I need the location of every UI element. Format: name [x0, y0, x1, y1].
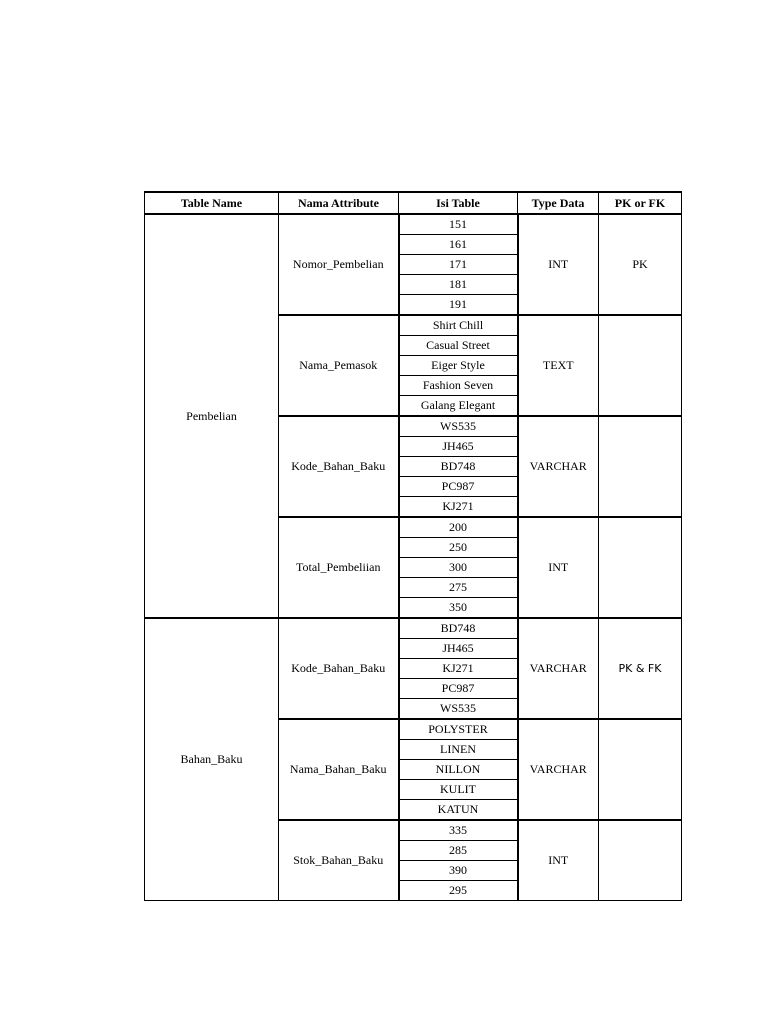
type-data-cell: INT [518, 214, 599, 315]
header-isi-table: Isi Table [399, 192, 518, 214]
value-cell: Casual Street [399, 336, 518, 356]
value-cell: PC987 [399, 477, 518, 497]
value-cell: 191 [399, 295, 518, 316]
table-name-cell: Bahan_Baku [145, 618, 279, 901]
value-cell: KJ271 [399, 497, 518, 518]
value-cell: 300 [399, 558, 518, 578]
type-data-cell: INT [518, 517, 599, 618]
value-cell: 275 [399, 578, 518, 598]
value-cell: POLYSTER [399, 719, 518, 740]
value-cell: JH465 [399, 437, 518, 457]
pk-fk-cell: PK & FK [599, 618, 682, 719]
value-cell: Eiger Style [399, 356, 518, 376]
pk-fk-cell [599, 416, 682, 517]
value-cell: 171 [399, 255, 518, 275]
value-cell: Galang Elegant [399, 396, 518, 417]
type-data-cell: INT [518, 820, 599, 901]
header-type-data: Type Data [518, 192, 599, 214]
value-cell: KJ271 [399, 659, 518, 679]
header-table-name: Table Name [145, 192, 279, 214]
table-body [145, 214, 682, 901]
type-data-cell: VARCHAR [518, 719, 599, 820]
value-cell: KATUN [399, 800, 518, 821]
header-nama-attribute: Nama Attribute [279, 192, 399, 214]
pk-fk-cell [599, 315, 682, 416]
value-cell: 285 [399, 841, 518, 861]
table-header-row [145, 192, 682, 214]
type-data-cell: VARCHAR [518, 416, 599, 517]
header-pk-or-fk: PK or FK [599, 192, 682, 214]
attribute-name-cell: Stok_Bahan_Baku [279, 820, 399, 901]
pk-fk-cell [599, 719, 682, 820]
attribute-name-cell: Total_Pembeliian [279, 517, 399, 618]
value-cell: Shirt Chill [399, 315, 518, 336]
table-row [145, 618, 682, 639]
value-cell: PC987 [399, 679, 518, 699]
pk-fk-cell: PK [599, 214, 682, 315]
value-cell: NILLON [399, 760, 518, 780]
value-cell: BD748 [399, 618, 518, 639]
value-cell: 181 [399, 275, 518, 295]
value-cell: 335 [399, 820, 518, 841]
value-cell: 350 [399, 598, 518, 619]
value-cell: KULIT [399, 780, 518, 800]
value-cell: 200 [399, 517, 518, 538]
value-cell: 151 [399, 214, 518, 235]
value-cell: 390 [399, 861, 518, 881]
pk-fk-cell [599, 517, 682, 618]
value-cell: WS535 [399, 699, 518, 720]
value-cell: 295 [399, 881, 518, 901]
type-data-cell: VARCHAR [518, 618, 599, 719]
attribute-name-cell: Nomor_Pembelian [279, 214, 399, 315]
value-cell: Fashion Seven [399, 376, 518, 396]
pk-fk-cell [599, 820, 682, 901]
value-cell: JH465 [399, 639, 518, 659]
value-cell: 161 [399, 235, 518, 255]
database-attribute-table [144, 191, 682, 901]
attribute-name-cell: Nama_Pemasok [279, 315, 399, 416]
value-cell: LINEN [399, 740, 518, 760]
table-name-cell: Pembelian [145, 214, 279, 618]
value-cell: 250 [399, 538, 518, 558]
type-data-cell: TEXT [518, 315, 599, 416]
value-cell: BD748 [399, 457, 518, 477]
table-row [145, 214, 682, 235]
attribute-name-cell: Kode_Bahan_Baku [279, 416, 399, 517]
attribute-name-cell: Nama_Bahan_Baku [279, 719, 399, 820]
value-cell: WS535 [399, 416, 518, 437]
attribute-name-cell: Kode_Bahan_Baku [279, 618, 399, 719]
